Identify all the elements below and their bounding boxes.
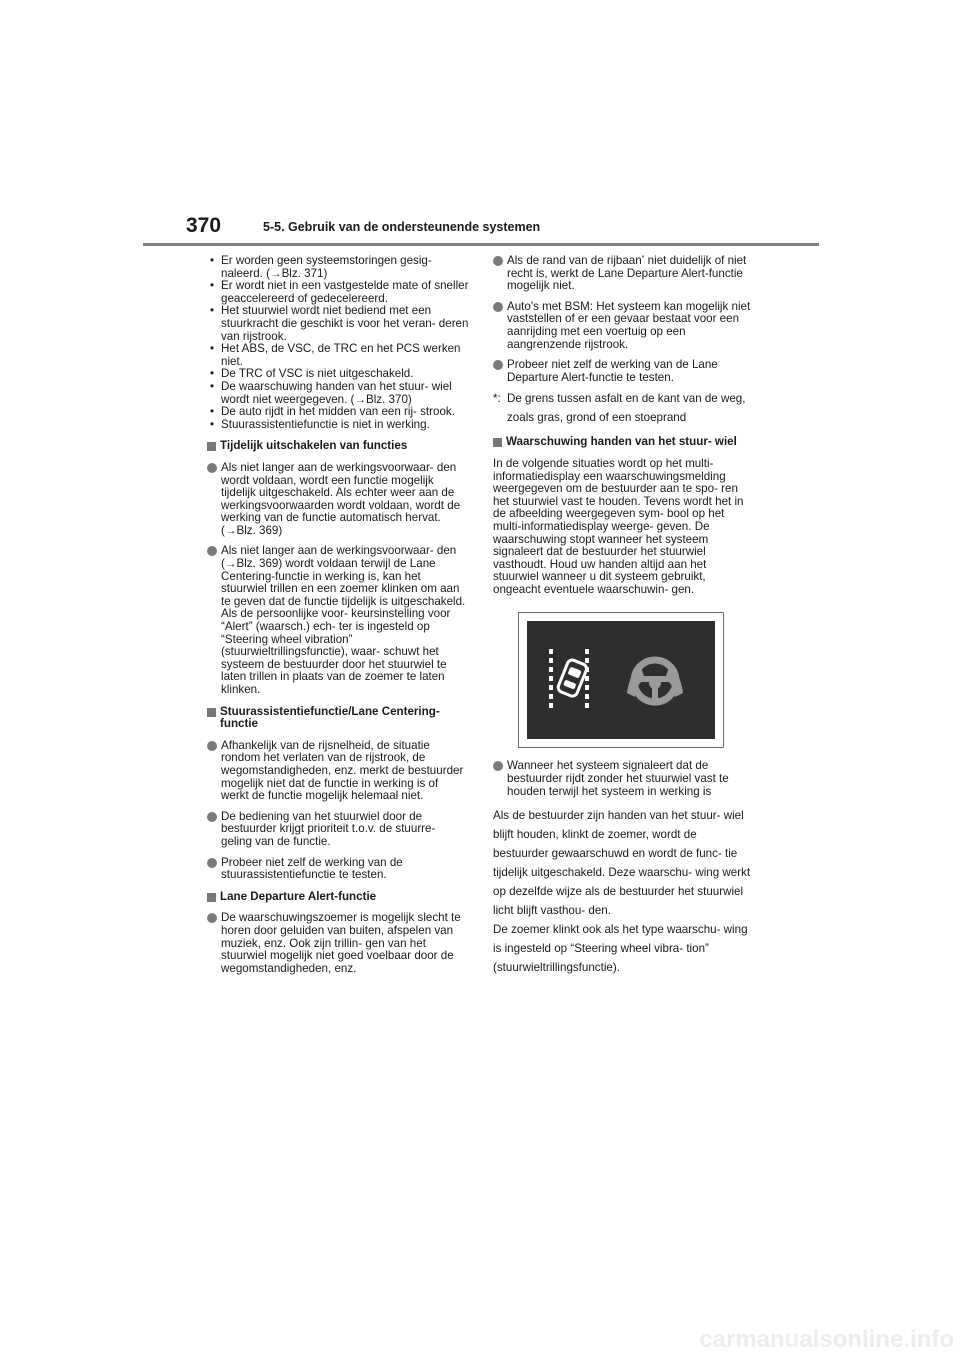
item-text: Als de rand van de rijbaan	[507, 254, 642, 267]
watermark: carmanualsonline.info	[699, 1326, 954, 1353]
square-bullet-icon	[207, 893, 216, 902]
heading-text: Tijdelijk uitschakelen van functies	[220, 439, 408, 453]
display-figure	[518, 612, 724, 748]
list-item	[493, 301, 755, 351]
list-item: • De TRC of VSC is niet uitgeschakeld.	[207, 368, 469, 381]
heading-temporary-disable	[207, 440, 469, 453]
circle-bullet-icon	[493, 302, 503, 312]
square-bullet-icon	[207, 442, 216, 451]
item-text: niet duidelijk of niet recht is, werkt de Lane Departure Alert-functie mogelijk niet.	[507, 254, 747, 293]
footnote-text: De grens tussen asfalt en de kant van de weg, zoals gras, grond of een stoeprand	[507, 392, 746, 425]
heading-steering-assist	[207, 706, 469, 731]
item-text: De waarschuwingszoemer is mogelijk slecht te horen door geluiden van buiten, afspelen van muziek, enz. Ook zijn trillin- gen van het stuurwiel mogelijk niet goed voelbaar door de wegomstandigheden, enz.	[221, 911, 461, 975]
circle-bullet-icon	[493, 761, 503, 771]
item-text: Als niet langer aan de werkingsvoorwaar- den (→Blz. 369) wordt voldaan terwijl de Lane Centering-functie in werking is, kan het stuurwiel trillen en een zoemer klinken om aan te geven dat de functie tijdelijk is uitgeschakeld. Als de persoonlijke voor- keursinstelling voor “Alert” (waarsch.) ech- ter is ingesteld op “Steering wheel vibration” (stuurwieltrillingsfunctie), waar- schuwt het systeem de bestuurder door het stuurwiel te laten trillen in plaats van de zoemer te laten klinken.	[221, 544, 466, 696]
circle-bullet-icon	[207, 858, 217, 868]
circle-bullet-icon	[207, 913, 217, 923]
item-text: Als niet langer aan de werkingsvoorwaar- den wordt voldaan, wordt een functie mogelijk tijdelijk uitgeschakeld. Als echter weer aan de werkingsvoorwaarden wordt voldaan, wordt de werking van de functie automatisch hervat. (→Blz. 369)	[221, 460, 461, 537]
list-item	[493, 760, 755, 798]
page-number: 370	[186, 214, 222, 237]
item-text: Probeer niet zelf de werking van de Lane Departure Alert-functie te testen.	[507, 358, 718, 384]
list-item	[207, 462, 469, 538]
list-item: • Stuurassistentiefunctie is niet in werking.	[207, 419, 469, 432]
square-bullet-icon	[207, 708, 216, 717]
list-item: • De waarschuwing handen van het stuur- wiel wordt niet weergegeven. (→Blz. 370)	[207, 381, 469, 406]
heading-text: Lane Departure Alert-functie	[220, 889, 377, 903]
body-paragraph: Als de bestuurder zijn handen van het stuur- wiel blijft houden, klinkt de zoemer, wordt de bestuurder gewaarschuwd en wordt de func- tie tijdelijk uitgeschakeld. Deze waarschu- wing werkt op dezelfde wijze als de bestuurder het stuurwiel licht blijft vasthou- den.	[493, 809, 751, 918]
right-column	[493, 255, 755, 977]
list-item: • De auto rijdt in het midden van een rij- strook.	[207, 406, 469, 419]
circle-bullet-icon	[207, 546, 217, 556]
list-item	[207, 811, 469, 849]
lane-departure-icon	[551, 649, 588, 709]
list-item	[493, 255, 755, 293]
section-title: 5-5. Gebruik van de ondersteunende systemen	[263, 220, 541, 234]
body-paragraph: In de volgende situaties wordt op het multi- informatiedisplay een waarschuwingsmelding weergegeven om de bestuurder aan te spo- ren het stuurwiel vast te houden. Tevens wordt het in de afbeelding weergegeven sym- bool op het multi-informatiedisplay weerge- geven. De waarschuwing stopt wanneer het systeem signaleert dat de bestuurder het stuurwiel vasthoudt. Houd uw handen altijd aan het stuurwiel wanneer u dit systeem gebruikt, ongeacht eventuele waarschuwin- gen.	[493, 456, 744, 596]
square-bullet-icon	[493, 438, 502, 447]
warning-icons	[527, 621, 715, 739]
item-text: Wanneer het systeem signaleert dat de bestuurder rijdt zonder het stuurwiel vast te houden terwijl het systeem in werking is	[507, 759, 729, 798]
list-item	[207, 912, 469, 975]
circle-bullet-icon	[207, 812, 217, 822]
heading-text: Stuurassistentiefunctie/Lane Centering- functie	[220, 704, 440, 731]
list-item	[207, 740, 469, 803]
footnote	[493, 389, 755, 427]
left-column	[207, 255, 469, 983]
circle-bullet-icon	[493, 360, 503, 370]
header-rule	[143, 243, 819, 246]
multi-information-display	[527, 621, 715, 739]
list-item: • Het stuurwiel wordt niet bediend met een stuurkracht die geschikt is voor het veran- deren van rijstrook.	[207, 305, 469, 343]
heading-hands-off-warning	[493, 436, 755, 449]
item-text: Auto's met BSM: Het systeem kan mogelijk niet vaststellen of er een gevaar bestaat voor een aanrijding met een voertuig op een aangrenzende rijstrook.	[507, 299, 751, 351]
list-item: • Er worden geen systeemstoringen gesig- naleerd. (→Blz. 371)	[207, 255, 469, 280]
list-item	[493, 359, 755, 384]
heading-text: Waarschuwing handen van het stuur- wiel	[506, 435, 737, 449]
steering-wheel-hands-icon	[627, 660, 683, 702]
item-text: Probeer niet zelf de werking van de stuurassistentiefunctie te testen.	[221, 855, 403, 882]
list-item: • Het ABS, de VSC, de TRC en het PCS werken niet.	[207, 343, 469, 368]
circle-bullet-icon	[207, 741, 217, 751]
footnote-mark: *:	[493, 392, 501, 406]
list-item: • Er wordt niet in een vastgestelde mate of sneller geaccelereerd of gedecelereerd.	[207, 280, 469, 305]
list-item	[207, 545, 469, 696]
item-text: Afhankelijk van de rijsnelheid, de situatie rondom het verlaten van de rijstrook, de wegomstandigheden, enz. merkt de bestuurder mogelijk niet dat de functie in werking is of werkt de functie mogelijk helemaal niet.	[221, 738, 464, 803]
body-paragraph: De zoemer klinkt ook als het type waarschu- wing is ingesteld op “Steering wheel vibra- tion” (stuurwieltrillingsfunctie).	[493, 923, 748, 975]
item-text: De bediening van het stuurwiel door de bestuurder krijgt prioriteit t.o.v. de stuurre- geling van de functie.	[221, 809, 436, 848]
list-item	[207, 857, 469, 882]
circle-bullet-icon	[493, 256, 503, 266]
circle-bullet-icon	[207, 463, 217, 473]
footnote-marker: *	[641, 255, 645, 262]
heading-lane-departure-alert	[207, 891, 469, 904]
